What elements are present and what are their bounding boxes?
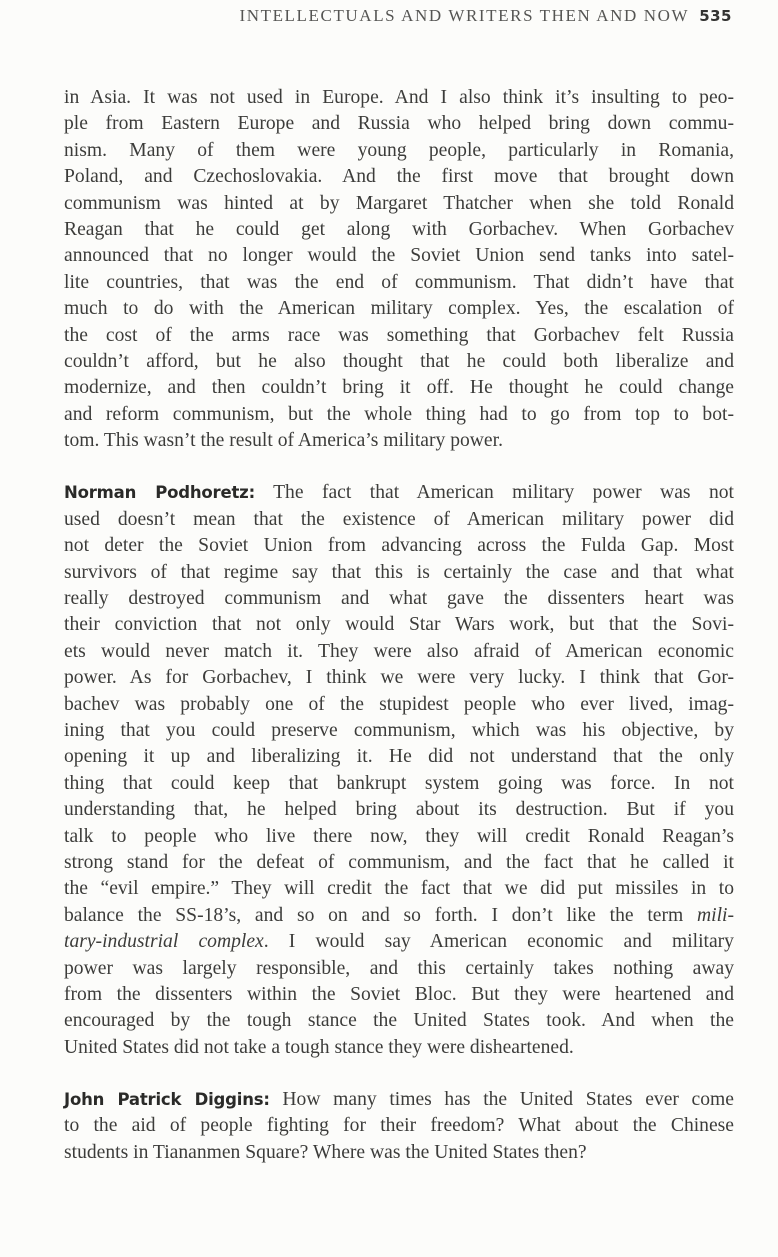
text-line: strong stand for the defeat of communism, and the fact that he called it — [64, 851, 734, 873]
text-line: used doesn’t mean that the existence of American military power did — [64, 508, 734, 530]
text-line: the “evil empire.” They will credit the fact that we did put missiles in to — [64, 878, 734, 900]
text-line: to the aid of people fighting for their freedom? What about the Chinese — [64, 1115, 734, 1137]
speaker-name: John Patrick Diggins: — [64, 1090, 270, 1110]
paragraph-diggins — [64, 1087, 734, 1166]
text-line: the cost of the arms race was something that Gorbachev felt Russia — [64, 324, 734, 346]
text-line: Reagan that he could get along with Gorbachev. When Gorbachev — [64, 218, 734, 240]
text-line-with-speaker — [64, 480, 734, 506]
text-line: ining that you could preserve communism, which was his objective, by — [64, 719, 734, 741]
text-line: communism was hinted at by Margaret Thatcher when she told Ronald — [64, 192, 734, 214]
speech-text: How many times has the United States ever come — [269, 1089, 734, 1111]
text-line: power. As for Gorbachev, I think we were very lucky. I think that Gor- — [64, 667, 734, 689]
text-segment: balance the SS-18’s, and so on and so forth. I don’t like the term — [64, 904, 697, 926]
text-line: announced that no longer would the Soviet Union send tanks into satel- — [64, 245, 734, 267]
speech-text: The fact that American military power was not — [254, 482, 734, 504]
text-line: ple from Eastern Europe and Russia who helped bring down commu- — [64, 113, 734, 135]
paragraph-podhoretz — [64, 480, 734, 1061]
text-line: much to do with the American military complex. Yes, the escalation of — [64, 298, 734, 320]
italic-term: tary-industrial complex — [64, 931, 264, 953]
text-line-with-italic — [64, 903, 734, 929]
italic-term: mili- — [696, 904, 734, 926]
paragraph-continuation — [64, 85, 734, 454]
text-line: power was largely responsible, and this certainly takes nothing away — [64, 957, 734, 979]
text-line: bachev was probably one of the stupidest people who ever lived, imag- — [64, 693, 734, 715]
text-line: understanding that, he helped bring about its destruction. But if you — [64, 799, 734, 821]
speaker-name: Norman Podhoretz: — [64, 483, 255, 503]
text-line: encouraged by the tough stance the United States took. And when the — [64, 1010, 734, 1032]
text-line: from the dissenters within the Soviet Bloc. But they were heartened and — [64, 983, 734, 1005]
text-line: students in Tiananmen Square? Where was the United States then? — [64, 1141, 587, 1163]
text-line: not deter the Soviet Union from advancing across the Fulda Gap. Most — [64, 535, 734, 557]
running-head — [239, 6, 732, 26]
running-title: INTELLECTUALS AND WRITERS THEN AND NOW — [239, 6, 690, 25]
text-line: Poland, and Czechoslovakia. And the first move that brought down — [64, 166, 734, 188]
text-line: survivors of that regime say that this is certainly the case and that what — [64, 561, 734, 583]
text-line: nism. Many of them were young people, particularly in Romania, — [64, 139, 734, 161]
text-line: lite countries, that was the end of communism. That didn’t have that — [64, 271, 734, 293]
text-line: thing that could keep that bankrupt system going was force. In not — [64, 772, 734, 794]
text-line-with-speaker — [64, 1087, 734, 1113]
text-line: opening it up and liberalizing it. He did not understand that the only — [64, 746, 734, 768]
text-line: really destroyed communism and what gave the dissenters heart was — [64, 588, 734, 610]
text-line: and reform communism, but the whole thing had to go from top to bot- — [64, 403, 734, 425]
page-number: 535 — [699, 7, 732, 25]
text-line: couldn’t afford, but he also thought that he could both liberalize and — [64, 350, 734, 372]
text-line: their conviction that not only would Star Wars work, but that the Sovi- — [64, 614, 734, 636]
body-text — [64, 85, 734, 1192]
text-line-with-italic — [64, 929, 734, 955]
text-line: tom. This wasn’t the result of America’s military power. — [64, 430, 503, 452]
text-line: United States did not take a tough stance they were disheartened. — [64, 1036, 574, 1058]
text-line: modernize, and then couldn’t bring it off. He thought he could change — [64, 377, 734, 399]
text-line: talk to people who live there now, they will credit Ronald Reagan’s — [64, 825, 734, 847]
text-line: in Asia. It was not used in Europe. And I also think it’s insulting to peo- — [64, 87, 734, 108]
text-line: ets would never match it. They were also afraid of American economic — [64, 640, 734, 662]
text-segment: . I would say American economic and military — [263, 931, 734, 953]
